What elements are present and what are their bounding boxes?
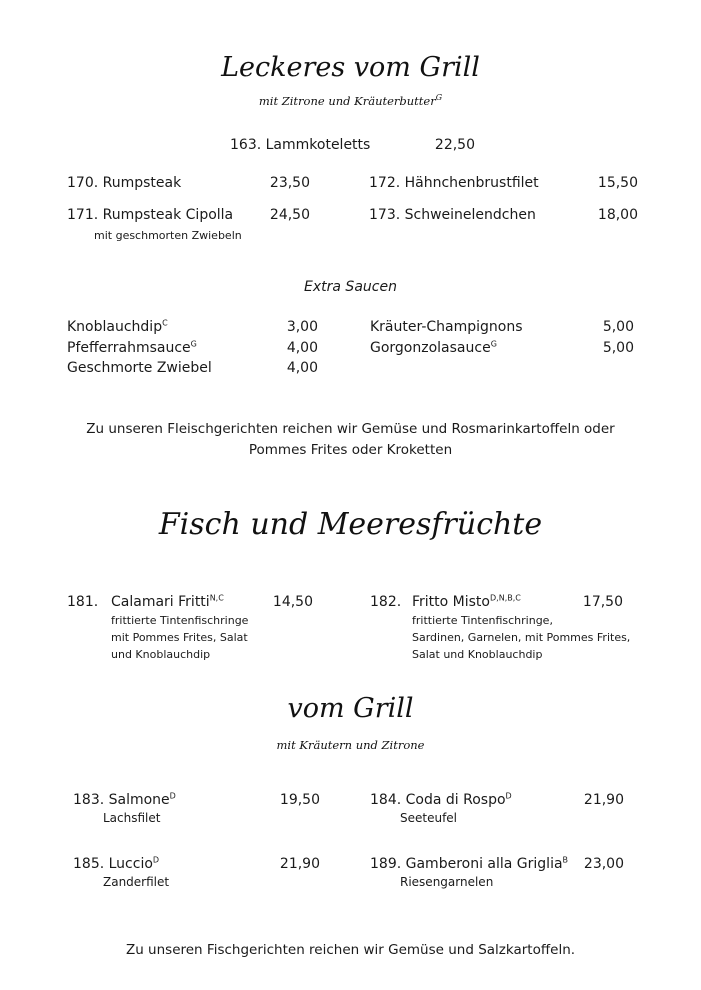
menu-item-price: 15,50 (597, 175, 638, 191)
note-line: Pommes Frites oder Kroketten (248, 442, 453, 458)
menu-item-haehnchenbrustfilet: 172. Hähnchenbrustfilet (369, 175, 539, 191)
allergen-marker: C (162, 318, 168, 328)
menu-item-price: 17,50 (582, 594, 623, 610)
menu-item-price: 21,90 (583, 792, 624, 808)
menu-item-salmone (73, 792, 176, 808)
sauce-item (67, 340, 197, 356)
menu-item-number: 181. (67, 594, 99, 610)
item-name: 184. Coda di Rospo (370, 792, 506, 808)
allergen-marker: B (562, 855, 569, 865)
note-line: Zu unseren Fleischgerichten reichen wir Gemüse und Rosmarinkartoffeln oder (86, 421, 615, 437)
menu-item-rumpsteak-cipolla: 171. Rumpsteak Cipolla (67, 207, 234, 223)
menu-item-description: mit geschmorten Zwiebeln (94, 229, 242, 242)
desc-line: frittierte Tintenfischringe (111, 614, 249, 627)
menu-item-description: Zanderfilet (103, 875, 170, 889)
menu-item-price: 14,50 (272, 594, 313, 610)
desc-line: und Knoblauchdip (111, 648, 211, 661)
grill-subtitle (0, 94, 701, 108)
menu-item-number: 182. (370, 594, 402, 610)
sauces-title: Extra Saucen (304, 279, 397, 295)
menu-item-coda-di-rospo (370, 792, 512, 808)
desc-line: frittierte Tintenfischringe, (412, 614, 553, 627)
allergen-marker: D (505, 791, 512, 801)
item-name: 185. Luccio (73, 856, 153, 872)
menu-item-price: 24,50 (269, 207, 310, 223)
sauce-name: Kräuter-Champignons (370, 319, 523, 335)
grill-title: Leckeres vom Grill (221, 52, 480, 83)
sauce-item (67, 360, 212, 376)
grill-subtitle-text: mit Zitrone und Kräuterbutter (258, 94, 436, 108)
sauce-price: 4,00 (286, 360, 318, 376)
menu-item-price: 22,50 (434, 137, 475, 153)
menu-item-price: 18,00 (597, 207, 638, 223)
allergen-marker: D,N,B,C (490, 593, 521, 603)
sauce-price: 5,00 (602, 340, 634, 356)
allergen-marker: N,C (209, 593, 224, 603)
allergen-marker: G (435, 93, 443, 103)
allergen-marker: G (190, 339, 197, 349)
desc-line: Salat und Knoblauchdip (412, 648, 543, 661)
menu-item-description (412, 612, 630, 663)
menu-item-price: 23,00 (583, 856, 624, 872)
sauce-name: Knoblauchdip (67, 319, 163, 335)
menu-item-description: Seeteufel (400, 811, 458, 825)
sauce-price: 3,00 (286, 319, 318, 335)
sauce-item (370, 319, 523, 335)
menu-item-fritto-misto (412, 594, 521, 610)
allergen-marker: D (152, 855, 160, 865)
menu-item-gamberoni-alla-griglia (370, 856, 568, 872)
item-name: 189. Gamberoni alla Griglia (370, 856, 563, 872)
menu-item-description (111, 612, 248, 663)
menu-item-rumpsteak: 170. Rumpsteak (67, 175, 182, 191)
menu-item-description: Lachsfilet (103, 811, 161, 825)
menu-item-price: 19,50 (279, 792, 320, 808)
sauce-item (67, 319, 168, 335)
menu-item-schweinelendchen: 173. Schweinelendchen (369, 207, 536, 223)
desc-line: mit Pommes Frites, Salat (111, 631, 248, 644)
fish-grill-subtitle: mit Kräutern und Zitrone (276, 738, 425, 752)
desc-line: Sardinen, Garnelen, mit Pommes Frites, (412, 631, 631, 644)
allergen-marker: G (490, 339, 497, 349)
menu-item-calamari-fritti (111, 594, 224, 610)
menu-item-luccio (73, 856, 159, 872)
sauce-price: 5,00 (602, 319, 634, 335)
fish-side-note: Zu unseren Fischgerichten reichen wir Gemüse und Salzkartoffeln. (125, 942, 576, 958)
sauce-name: Gorgonzolasauce (370, 340, 491, 356)
menu-item-lammkoteletts: 163. Lammkoteletts (230, 137, 371, 153)
meat-side-note (0, 419, 701, 461)
menu-item-price: 21,90 (279, 856, 320, 872)
menu-item-price: 23,50 (269, 175, 310, 191)
fish-grill-title: vom Grill (287, 693, 414, 724)
menu-item-description: Riesengarnelen (400, 875, 494, 889)
item-name: Fritto Misto (412, 594, 490, 610)
sauce-name: Pfefferrahmsauce (67, 340, 191, 356)
sauce-price: 4,00 (286, 340, 318, 356)
allergen-marker: D (169, 791, 176, 801)
sauce-item (370, 340, 497, 356)
item-name: 183. Salmone (73, 792, 170, 808)
fish-title: Fisch und Meeresfrüchte (158, 507, 543, 542)
item-name: Calamari Fritti (111, 594, 210, 610)
sauce-name: Geschmorte Zwiebel (67, 360, 212, 376)
